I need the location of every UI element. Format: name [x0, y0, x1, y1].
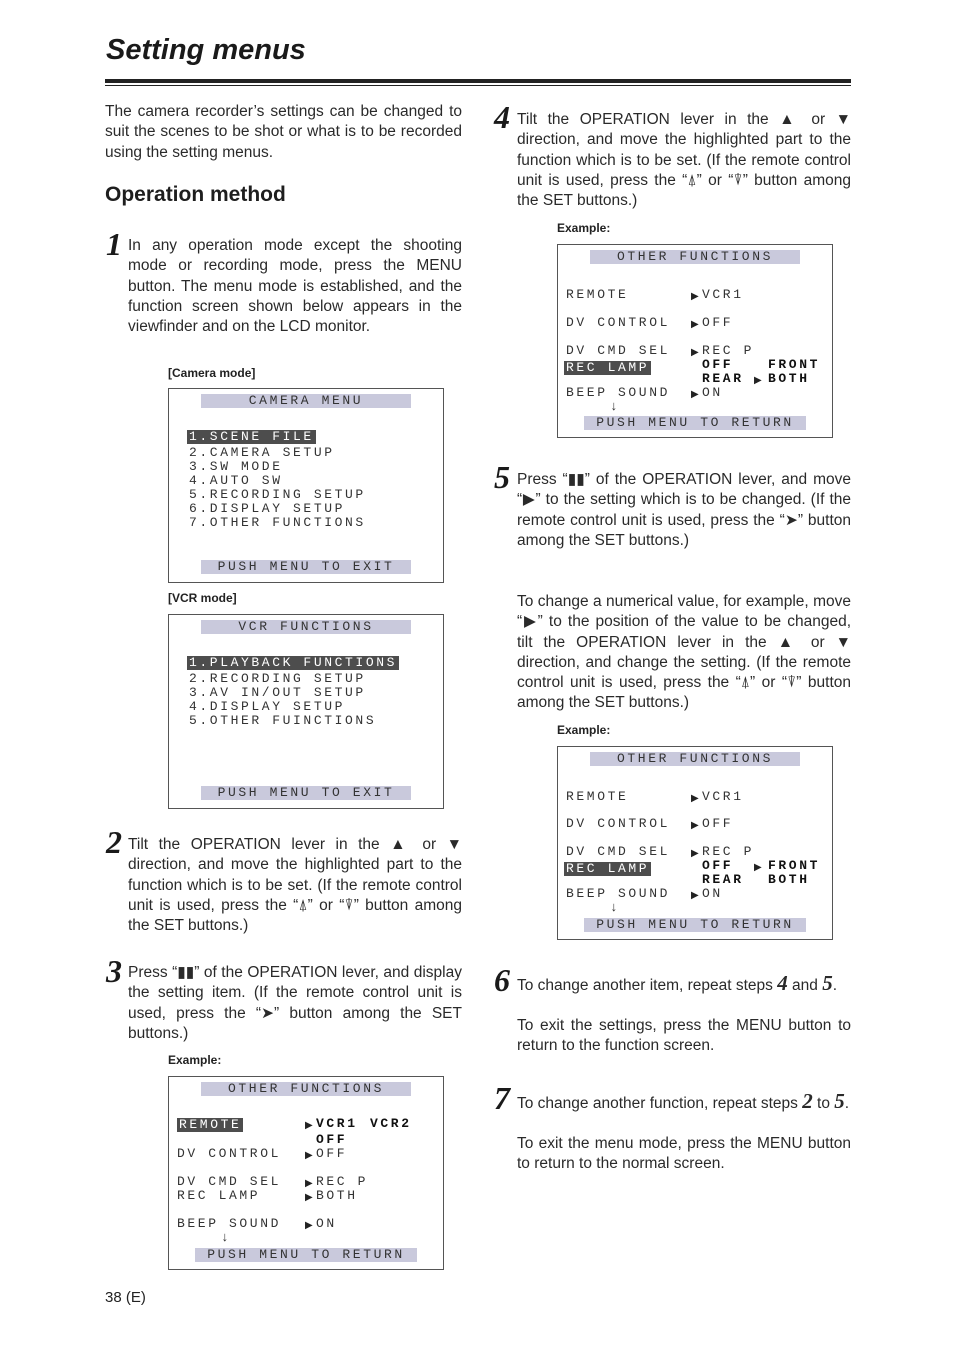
camera-menu-title: CAMERA MENU: [201, 394, 411, 408]
ex4-dv-cmd-sel-value: REC P: [702, 343, 755, 358]
ex5-screen: [557, 746, 833, 940]
camera-menu-screen: [168, 388, 444, 583]
ex3-remote-vcr2[interactable]: VCR2: [370, 1116, 412, 1131]
pointer-icon: ▶: [691, 347, 699, 358]
step-7-text: [517, 1091, 851, 1114]
step-1-number: 1: [106, 226, 122, 262]
example-caption: Example:: [168, 1053, 222, 1067]
step-7-number: 7: [494, 1080, 510, 1116]
ex3-dv-cmd-sel-value: REC P: [316, 1174, 369, 1189]
ex3-dv-control-value: OFF: [316, 1146, 348, 1161]
camera-menu-item[interactable]: 4.AUTO SW: [189, 473, 283, 488]
page-title: Setting menus: [106, 34, 306, 66]
step-6-number: 6: [494, 962, 510, 998]
ex4-dv-control-value: OFF: [702, 315, 734, 330]
camera-menu-footer: PUSH MENU TO EXIT: [201, 560, 411, 574]
ex3-remote-vcr1[interactable]: VCR1: [316, 1116, 358, 1131]
vcr-menu-item[interactable]: 5.OTHER FUINCTIONS: [189, 713, 377, 728]
pointer-icon: ▶: [305, 1192, 313, 1203]
ex5-dv-cmd-sel-label[interactable]: DV CMD SEL: [566, 844, 671, 859]
ex4-title: OTHER FUNCTIONS: [590, 250, 800, 264]
ex4-beep-sound-value: ON: [702, 385, 723, 400]
ex4-rec-lamp-off[interactable]: OFF: [702, 357, 734, 372]
ex3-title: OTHER FUNCTIONS: [201, 1082, 411, 1096]
step-ref-number: 5: [822, 971, 833, 995]
pointer-icon: ▶: [305, 1150, 313, 1161]
ex5-remote-label[interactable]: REMOTE: [566, 789, 629, 804]
pointer-icon: ▶: [691, 389, 699, 400]
ex3-screen: [168, 1076, 444, 1270]
example-caption: Example:: [557, 221, 611, 235]
step-2-text: Tilt the OPERATION lever in the ▲ or ▼ direction, and move the highlighted part to the function which is to be set. (If the remote control unit is used, press the “⍋” or “⍒” button among the SET buttons.): [128, 836, 462, 935]
ex5-dv-control-value: OFF: [702, 816, 734, 831]
pointer-icon: ▶: [691, 291, 699, 302]
pointer-icon: ▶: [754, 862, 762, 873]
step-4-text: Tilt the OPERATION lever in the ▲ or ▼ direction, and move the highlighted part to the function which is to be set. (If the remote control unit is used, press the “⍋” or “⍒” button among the SET buttons.): [517, 111, 851, 210]
scroll-down-arrow-icon: ↓: [610, 900, 621, 915]
step-ref-number: 4: [777, 971, 788, 995]
camera-menu-item[interactable]: 6.DISPLAY SETUP: [189, 501, 346, 516]
camera-menu-item[interactable]: 5.RECORDING SETUP: [189, 487, 366, 502]
ex5-rec-lamp-both[interactable]: BOTH: [768, 872, 810, 887]
step-6-text-post: .: [832, 977, 838, 994]
vcr-menu-screen: [168, 614, 444, 809]
vcr-menu-item[interactable]: 2.RECORDING SETUP: [189, 671, 366, 686]
ex3-footer: PUSH MENU TO RETURN: [195, 1248, 417, 1262]
vcr-menu-footer: PUSH MENU TO EXIT: [201, 786, 411, 800]
section-heading: Operation method: [105, 183, 286, 206]
ex4-beep-sound-label[interactable]: BEEP SOUND: [566, 385, 671, 400]
ex4-rec-lamp-label[interactable]: REC LAMP: [566, 360, 650, 375]
step-1-text: In any operation mode except the shooting mode or recording mode, press the MENU button. The menu mode is established, and the function screen shown below appears in the viewfinder and on the LCD monitor.: [128, 237, 462, 336]
ex5-title: OTHER FUNCTIONS: [590, 752, 800, 766]
ex5-rec-lamp-rear[interactable]: REAR: [702, 872, 744, 887]
ex4-rec-lamp-front[interactable]: FRONT: [768, 357, 821, 372]
pointer-icon: ▶: [691, 319, 699, 330]
title-rule-thin: [105, 85, 851, 86]
example-caption: Example:: [557, 723, 611, 737]
vcr-menu-item-highlighted[interactable]: 1.PLAYBACK FUNCTIONS: [189, 655, 398, 670]
step-7-text-post: .: [844, 1095, 850, 1112]
ex5-beep-sound-value: ON: [702, 886, 723, 901]
step-5-number: 5: [494, 459, 510, 495]
step-3-text: Press “▮▮” of the OPERATION lever, and display the setting item. (If the remote control unit is used, press the “➤” button among the SET buttons.): [128, 964, 462, 1042]
step-ref-number: 2: [802, 1089, 813, 1113]
scroll-down-arrow-icon: ↓: [610, 399, 621, 414]
camera-menu-item-highlighted[interactable]: 1.SCENE FILE: [189, 429, 314, 444]
pointer-icon: ▶: [691, 848, 699, 859]
step-5-text: Press “▮▮” of the OPERATION lever, and move “▶” to the setting which is to be changed. (If the remote control unit is used, press the “➤” button among the SET buttons.): [517, 471, 851, 549]
ex4-rec-lamp-both[interactable]: BOTH: [768, 371, 810, 386]
ex5-footer: PUSH MENU TO RETURN: [584, 918, 806, 932]
vcr-menu-item[interactable]: 4.DISPLAY SETUP: [189, 699, 346, 714]
ex3-beep-sound-label[interactable]: BEEP SOUND: [177, 1216, 282, 1231]
step-3-number: 3: [106, 953, 122, 989]
camera-menu-item[interactable]: 2.CAMERA SETUP: [189, 445, 335, 460]
camera-menu-item[interactable]: 3.SW MODE: [189, 459, 283, 474]
pointer-icon: ▶: [305, 1178, 313, 1189]
intro-paragraph: The camera recorder’s settings can be changed to suit the scenes to be shot or what is to be recorded using the setting menus.: [105, 103, 462, 161]
ex3-remote-label[interactable]: REMOTE: [179, 1117, 242, 1132]
ex3-rec-lamp-label[interactable]: REC LAMP: [177, 1188, 261, 1203]
ex5-dv-control-label[interactable]: DV CONTROL: [566, 816, 671, 831]
ex4-rec-lamp-rear[interactable]: REAR: [702, 371, 744, 386]
pointer-icon: ▶: [305, 1220, 313, 1231]
pointer-icon: ▶: [754, 375, 762, 386]
vcr-menu-title: VCR FUNCTIONS: [201, 620, 411, 634]
ex3-dv-control-label[interactable]: DV CONTROL: [177, 1146, 282, 1161]
step-6-text-pre: To change another item, repeat steps: [517, 977, 778, 994]
ex5-dv-cmd-sel-value: REC P: [702, 844, 755, 859]
step-7-text-mid: to: [812, 1095, 835, 1112]
title-rule-thick: [105, 79, 851, 83]
camera-menu-item[interactable]: 7.OTHER FUNCTIONS: [189, 515, 366, 530]
step-2-number: 2: [106, 824, 122, 860]
camera-mode-caption: [Camera mode]: [168, 366, 256, 380]
pointer-icon: ▶: [305, 1120, 313, 1131]
step-ref-number: 5: [834, 1089, 845, 1113]
step-6-text-2: To exit the settings, press the MENU button to return to the function screen.: [517, 1017, 851, 1055]
pointer-icon: ▶: [691, 793, 699, 804]
step-7-text-2: To exit the menu mode, press the MENU button to return to the normal screen.: [517, 1135, 851, 1173]
ex4-dv-control-label[interactable]: DV CONTROL: [566, 315, 671, 330]
step-4-number: 4: [494, 99, 510, 135]
step-7-text-pre: To change another function, repeat steps: [517, 1095, 803, 1112]
step-5-text-2: To change a numerical value, for example, move “▶” to the position of the value to be changed, tilt the OPERATION lever in the ▲ or ▼ direction, and change the setting. (If the remote control unit is used, press the “⍋” or “⍒” button among the SET buttons.): [517, 593, 851, 712]
pointer-icon: ▶: [691, 820, 699, 831]
vcr-menu-item[interactable]: 3.AV IN/OUT SETUP: [189, 685, 366, 700]
ex4-remote-value: VCR1: [702, 287, 744, 302]
ex5-beep-sound-label[interactable]: BEEP SOUND: [566, 886, 671, 901]
ex3-rec-lamp-value: BOTH: [316, 1188, 358, 1203]
vcr-mode-caption: [VCR mode]: [168, 591, 237, 605]
ex4-footer: PUSH MENU TO RETURN: [584, 416, 806, 430]
ex4-screen: [557, 244, 833, 438]
ex4-remote-label[interactable]: REMOTE: [566, 287, 629, 302]
ex5-rec-lamp-off[interactable]: OFF: [702, 858, 734, 873]
ex5-remote-value: VCR1: [702, 789, 744, 804]
ex3-remote-off[interactable]: OFF: [316, 1132, 348, 1147]
ex3-dv-cmd-sel-label[interactable]: DV CMD SEL: [177, 1174, 282, 1189]
ex5-rec-lamp-label[interactable]: REC LAMP: [566, 861, 650, 876]
page-number: 38 (E): [105, 1289, 146, 1306]
pointer-icon: ▶: [691, 890, 699, 901]
step-6-text-mid: and: [787, 977, 823, 994]
scroll-down-arrow-icon: ↓: [221, 1230, 232, 1245]
ex5-rec-lamp-front[interactable]: FRONT: [768, 858, 821, 873]
ex3-beep-sound-value: ON: [316, 1216, 337, 1231]
ex4-dv-cmd-sel-label[interactable]: DV CMD SEL: [566, 343, 671, 358]
step-6-text: [517, 973, 851, 996]
